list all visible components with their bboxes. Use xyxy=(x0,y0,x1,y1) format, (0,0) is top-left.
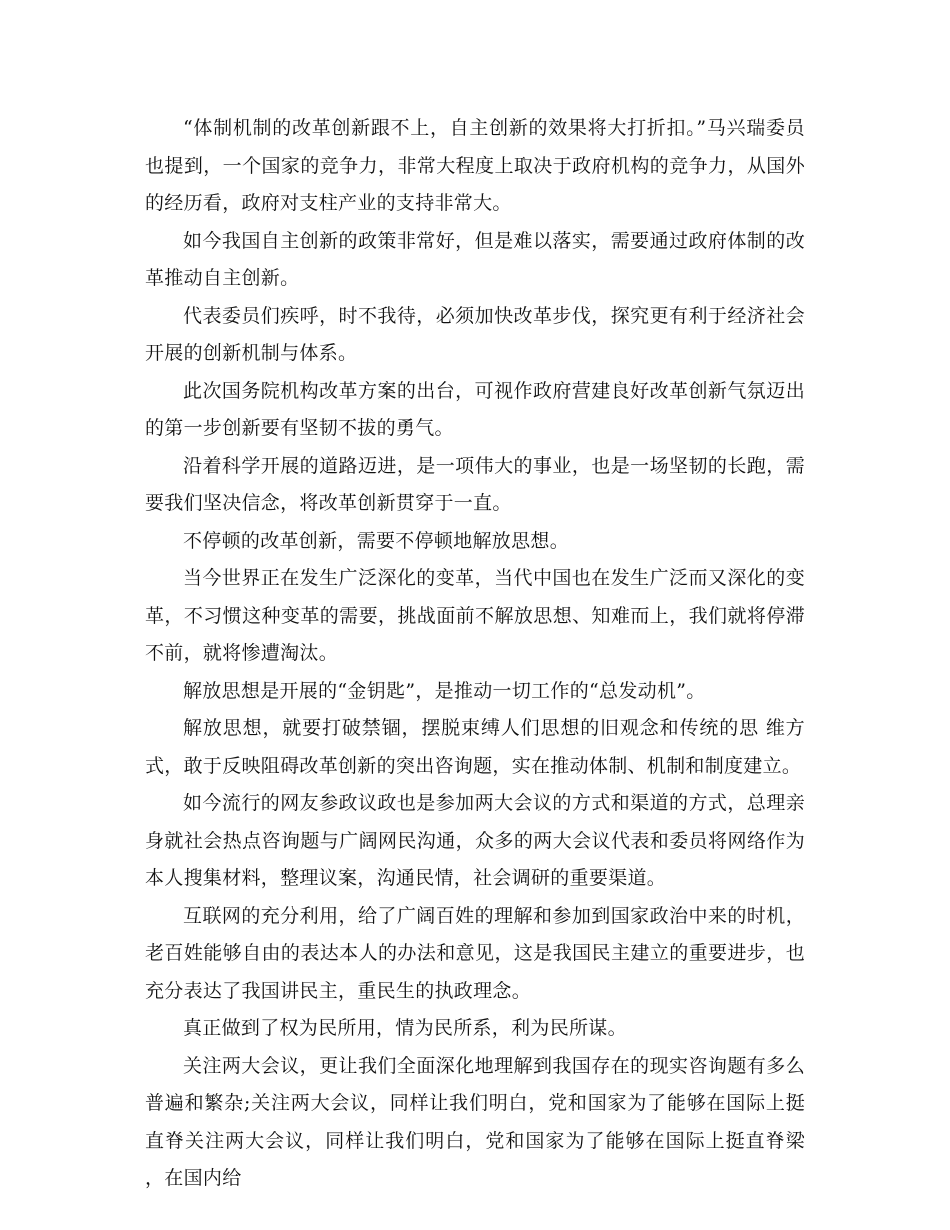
paragraph: 沿着科学开展的道路迈进，是一项伟大的事业，也是一场坚韧的长跑，需要我们坚决信念，将改革创新贯穿于一直。 xyxy=(145,454,805,514)
document-body xyxy=(145,110,805,1198)
paragraph: 当今世界正在发生广泛深化的变革，当代中国也在发生广泛而又深化的变革，不习惯这种变革的需要，挑战面前不解放思想、知难而上，我们就将停滞不前，就将惨遭淘汰。 xyxy=(145,567,805,664)
paragraph: 解放思想，就要打破禁锢，摆脱束缚人们思想的旧观念和传统的思 维方式，敢于反映阻碍改革创新的突出咨询题，实在推动体制、机制和制度建立。 xyxy=(145,717,805,777)
paragraph: 如今我国自主创新的政策非常好，但是难以落实，需要通过政府体制的改革推动自主创新。 xyxy=(145,229,805,289)
paragraph: 互联网的充分利用，给了广阔百姓的理解和参加到国家政治中来的时机，老百姓能够自由的表达本人的办法和意见，这是我国民主建立的重要进步，也充分表达了我国讲民主，重民生的执政理念。 xyxy=(145,904,805,1002)
paragraph: 真正做到了权为民所用，情为民所系，利为民所谋。 xyxy=(183,1017,627,1039)
paragraph: 关注两大会议，更让我们全面深化地理解到我国存在的现实咨询题有多么普遍和繁杂;关注两大会议，同样让我们明白，党和国家为了能够在国际上挺直脊关注两大会议，同样让我们明白，党和国家为了能够在国际上挺直脊梁 ，在国内给 xyxy=(145,1054,805,1189)
paragraph: 如今流行的网友参政议政也是参加两大会议的方式和渠道的方式，总理亲身就社会热点咨询题与广阔网民沟通，众多的两大会议代表和委员将网络作为本人搜集材料，整理议案，沟通民情，社会调研的重要渠道。 xyxy=(145,792,805,889)
paragraph: “体制机制的改革创新跟不上，自主创新的效果将大打折扣。”马兴瑞委员也提到，一个国家的竞争力，非常大程度上取决于政府机构的竞争力，从国外的经历看，政府对支柱产业的支持非常大。 xyxy=(145,117,805,214)
paragraph: 此次国务院机构改革方案的出台，可视作政府营建良好改革创新气氛迈出的第一步创新要有坚韧不拔的勇气。 xyxy=(145,379,805,439)
paragraph: 代表委员们疾呼，时不我待，必须加快改革步伐，探究更有利于经济社会开展的创新机制与体系。 xyxy=(145,304,805,364)
paragraph: 不停顿的改革创新，需要不停顿地解放思想。 xyxy=(183,529,570,552)
paragraph: 解放思想是开展的“金钥匙”，是推动一切工作的“总发动机”。 xyxy=(183,679,706,702)
